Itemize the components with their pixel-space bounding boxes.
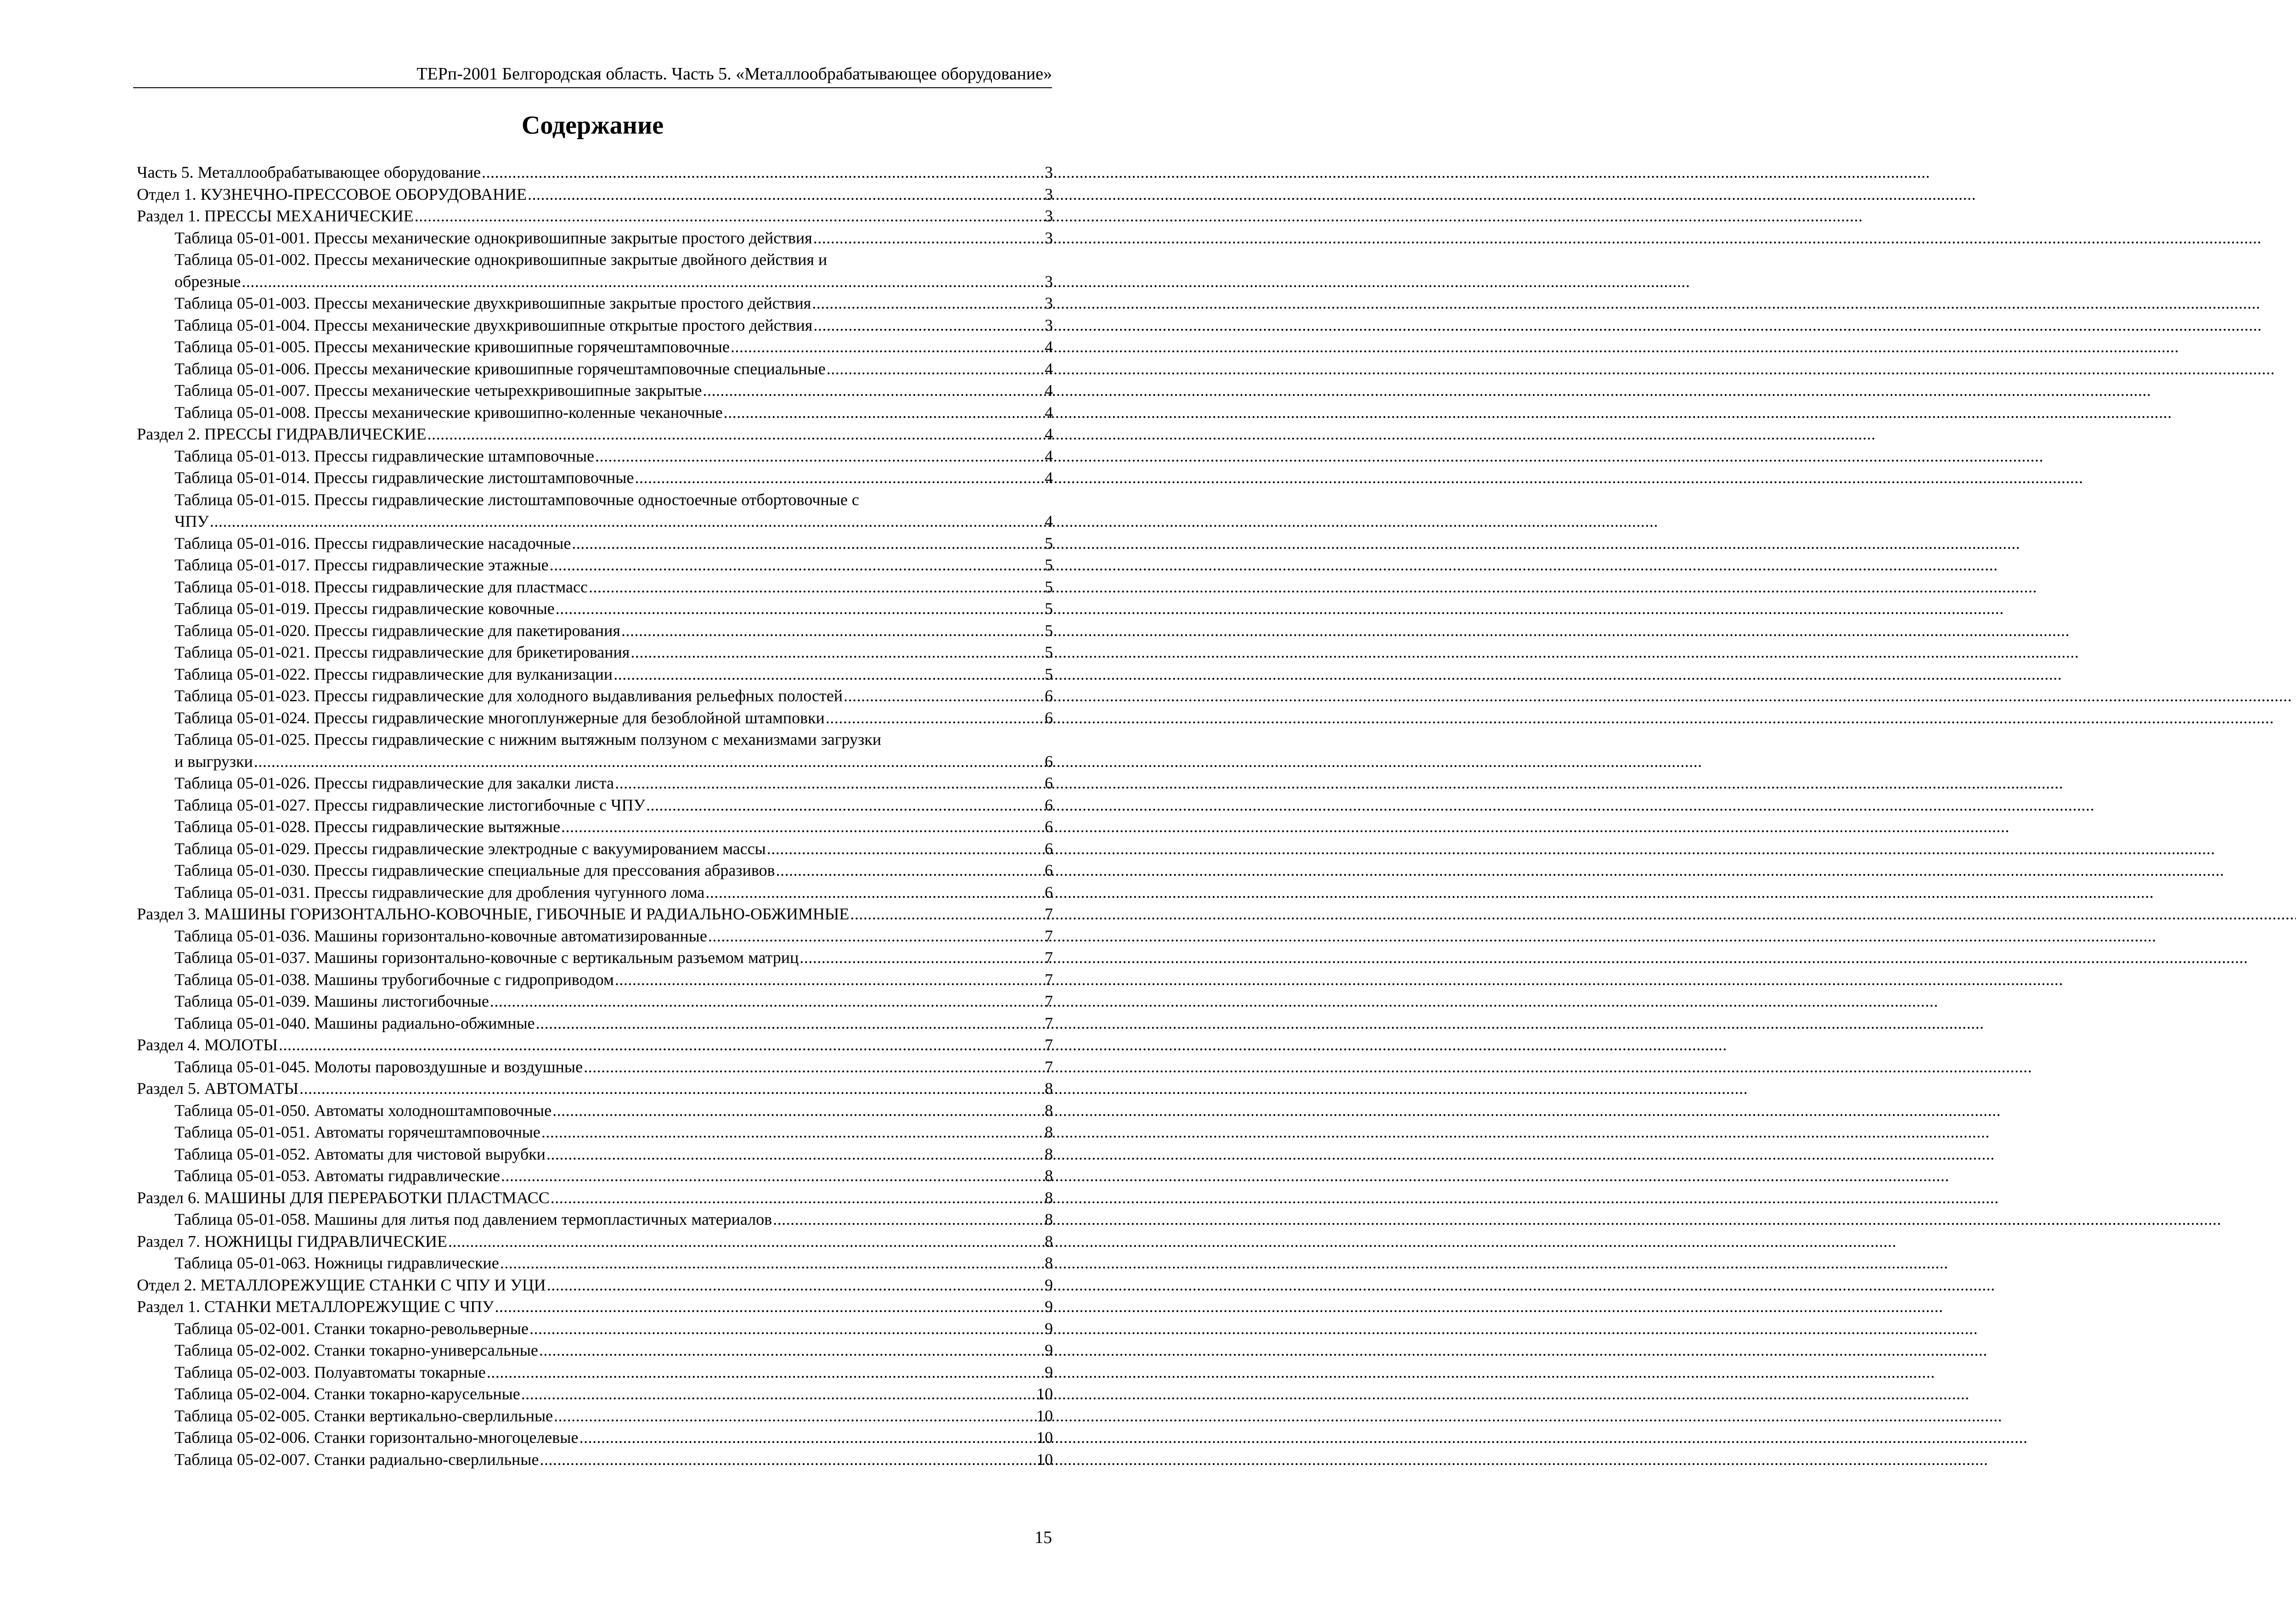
toc-entry-page: 3 (1045, 315, 1053, 334)
toc-entry[interactable] (137, 380, 1053, 402)
toc-entry[interactable] (137, 598, 1053, 620)
toc-entry-page: 4 (1045, 468, 1053, 487)
toc-entry-page: 6 (1045, 839, 1053, 858)
dot-leader (242, 271, 1044, 293)
toc-entry-text: Таблица 05-01-050. Автоматы холодноштамповочные (174, 1101, 552, 1120)
toc-entry[interactable] (137, 1427, 1053, 1449)
toc-entry-text: Таблица 05-01-063. Ножницы гидравлические (174, 1254, 499, 1272)
toc-entry-text: Таблица 05-01-008. Прессы механические кривошипно-коленные чеканочные (174, 403, 723, 422)
toc-entry-page: 10 (1036, 1385, 1053, 1403)
toc-entry-text: Таблица 05-01-020. Прессы гидравлические для пакетирования (174, 621, 620, 640)
toc-entry-text: Таблица 05-01-007. Прессы механические четырехкривошипные закрытые (174, 381, 702, 400)
toc-entry-page: 7 (1045, 948, 1053, 967)
toc-entry-text: Таблица 05-01-016. Прессы гидравлические насадочные (174, 534, 571, 552)
toc-entry-page: 8 (1045, 1188, 1053, 1207)
dot-leader (579, 1427, 1035, 1449)
dot-leader (546, 1143, 1044, 1166)
toc-entry[interactable] (137, 1143, 1053, 1166)
table-of-contents (137, 162, 1053, 1470)
toc-entry-page: 8 (1045, 1210, 1053, 1228)
toc-entry[interactable] (137, 293, 1053, 315)
toc-entry-text: Таблица 05-01-052. Автоматы для чистовой вырубки (174, 1144, 546, 1163)
toc-entry-page: 7 (1045, 905, 1053, 923)
toc-entry-text: Часть 5. Металлообрабатывающее оборудование (137, 163, 481, 181)
toc-entry-text: Раздел 4. МОЛОТЫ (137, 1036, 278, 1054)
toc-entry-text: Раздел 5. АВТОМАТЫ (137, 1079, 299, 1098)
dot-leader (210, 511, 1044, 533)
toc-entry[interactable] (137, 729, 1053, 772)
toc-entry-text: Таблица 05-01-027. Прессы гидравлические листогибочные с ЧПУ (174, 795, 646, 814)
toc-entry[interactable] (137, 642, 1053, 664)
toc-entry-page: 7 (1045, 926, 1053, 945)
toc-entry-page: 3 (1045, 207, 1053, 225)
toc-entry[interactable] (137, 947, 1053, 969)
toc-entry-text: Таблица 05-01-015. Прессы гидравлические листоштамповочные одностоечные отбортовочные с (174, 490, 859, 509)
dot-leader (705, 882, 1044, 904)
toc-entry[interactable] (137, 489, 1053, 533)
dot-leader (646, 794, 1044, 817)
toc-entry[interactable] (137, 794, 1053, 817)
toc-entry[interactable] (137, 969, 1053, 991)
toc-entry-page: 7 (1045, 992, 1053, 1010)
toc-entry-text: Таблица 05-01-018. Прессы гидравлические для пластмасс (174, 577, 588, 596)
dot-leader (501, 1165, 1044, 1187)
dot-leader (813, 315, 1044, 337)
toc-entry-page: 3 (1045, 294, 1053, 312)
toc-entry-text-continued: ЧПУ (174, 512, 209, 530)
toc-entry-text: Таблица 05-01-013. Прессы гидравлические штамповочные (174, 446, 595, 465)
toc-entry[interactable] (137, 1252, 1053, 1274)
toc-entry-page: 8 (1045, 1144, 1053, 1163)
page-header: ТЕРп-2001 Белгородская область. Часть 5. «Металлообрабатывающее оборудование» (133, 63, 1052, 88)
toc-entry[interactable] (137, 925, 1053, 947)
dot-leader (536, 1013, 1044, 1035)
dot-leader (630, 642, 1044, 664)
toc-entry[interactable] (137, 1340, 1053, 1362)
toc-entry-text: Таблица 05-01-026. Прессы гидравлические для закалки листа (174, 774, 614, 792)
dot-leader (589, 576, 1044, 598)
toc-entry[interactable] (137, 1034, 1053, 1056)
toc-entry-page: 6 (1045, 795, 1053, 814)
toc-entry-text: Таблица 05-01-051. Автоматы горячештамповочные (174, 1123, 540, 1141)
dot-leader (541, 1121, 1044, 1143)
dot-leader (826, 707, 1044, 729)
toc-entry[interactable] (137, 1383, 1053, 1405)
toc-entry-text: Раздел 6. МАШИНЫ ДЛЯ ПЕРЕРАБОТКИ ПЛАСТМАСС (137, 1188, 550, 1207)
toc-entry-page: 10 (1036, 1450, 1053, 1469)
dot-leader (776, 860, 1044, 882)
dot-leader (773, 1209, 1044, 1231)
toc-entry-page: 5 (1045, 534, 1053, 552)
toc-entry-page: 4 (1045, 446, 1053, 465)
toc-entry-page: 5 (1045, 599, 1053, 618)
toc-entry-page: 8 (1045, 1101, 1053, 1120)
toc-entry-page: 3 (1045, 272, 1053, 291)
toc-entry-page: 9 (1045, 1319, 1053, 1338)
toc-entry-page: 7 (1045, 1014, 1053, 1032)
dot-leader (539, 1340, 1044, 1362)
dot-leader (550, 554, 1044, 576)
dot-leader (495, 1296, 1044, 1318)
toc-entry-text: Таблица 05-01-045. Молоты паровоздушные и воздушные (174, 1057, 583, 1076)
toc-entry-page: 5 (1045, 643, 1053, 661)
toc-entry-page: 4 (1045, 403, 1053, 422)
page-title: Содержание (521, 111, 664, 140)
dot-leader (844, 685, 1044, 707)
dot-leader (613, 664, 1044, 686)
toc-entry-text: Таблица 05-01-003. Прессы механические двухкривошипные закрытые простого действия (174, 294, 811, 312)
toc-entry-text: Таблица 05-01-038. Машины трубогибочные с гидроприводом (174, 970, 614, 989)
toc-entry-page: 6 (1045, 774, 1053, 792)
dot-leader (556, 598, 1044, 620)
toc-entry-page: 10 (1036, 1406, 1053, 1425)
toc-entry-text: Раздел 3. МАШИНЫ ГОРИЗОНТАЛЬНО-КОВОЧНЫЕ, ГИБОЧНЫЕ И РАДИАЛЬНО-ОБЖИМНЫЕ (137, 905, 850, 923)
toc-entry-text: Таблица 05-01-037. Машины горизонтально-ковочные с вертикальным разъемом матриц (174, 948, 799, 967)
dot-leader (812, 293, 1044, 315)
toc-entry[interactable] (137, 315, 1053, 337)
dot-leader (799, 947, 1044, 969)
toc-entry[interactable] (137, 903, 1053, 925)
toc-entry-page: 5 (1045, 665, 1053, 683)
toc-entry-text: Таблица 05-01-040. Машины радиально-обжимные (174, 1014, 535, 1032)
toc-entry-text: Таблица 05-02-002. Станки токарно-универсальные (174, 1341, 538, 1359)
toc-entry[interactable] (137, 1121, 1053, 1143)
dot-leader (724, 402, 1044, 424)
dot-leader (615, 772, 1044, 794)
dot-leader (428, 423, 1044, 445)
toc-entry-text: Таблица 05-01-029. Прессы гидравлические электродные с вакуумированием массы (174, 839, 766, 858)
toc-entry-page: 4 (1045, 512, 1053, 530)
dot-leader (554, 1405, 1035, 1427)
toc-entry-text: Таблица 05-01-002. Прессы механические однокривошипные закрытые двойного действия и (174, 250, 827, 269)
toc-entry-page: 4 (1045, 338, 1053, 356)
toc-entry[interactable] (137, 533, 1053, 555)
toc-entry[interactable] (137, 205, 1053, 227)
toc-entry[interactable] (137, 1362, 1053, 1384)
toc-entry[interactable] (137, 336, 1053, 358)
toc-entry-text: Таблица 05-01-053. Автоматы гидравлические (174, 1166, 500, 1185)
toc-entry-page: 8 (1045, 1079, 1053, 1098)
toc-entry-page: 8 (1045, 1166, 1053, 1185)
toc-entry-text: Таблица 05-02-007. Станки радиально-сверлильные (174, 1450, 539, 1469)
toc-entry[interactable] (137, 772, 1053, 794)
toc-entry-page: 9 (1045, 1297, 1053, 1316)
dot-leader (615, 969, 1044, 991)
toc-entry[interactable] (137, 1187, 1053, 1209)
toc-entry-page: 7 (1045, 1057, 1053, 1076)
toc-entry-page: 9 (1045, 1341, 1053, 1359)
toc-entry-text: Таблица 05-01-004. Прессы механические двухкривошипные открытые простого действия (174, 315, 813, 334)
toc-entry-page: 6 (1045, 883, 1053, 901)
toc-entry[interactable] (137, 685, 1053, 707)
dot-leader (708, 925, 1044, 947)
dot-leader (731, 336, 1044, 358)
toc-entry[interactable] (137, 1231, 1053, 1253)
toc-entry-page: 6 (1045, 752, 1053, 771)
toc-entry-text: Таблица 05-02-004. Станки токарно-карусельные (174, 1385, 520, 1403)
dot-leader (448, 1231, 1044, 1253)
dot-leader (528, 184, 1044, 206)
toc-entry-page: 7 (1045, 970, 1053, 989)
toc-entry[interactable] (137, 1405, 1053, 1427)
dot-leader (827, 358, 1044, 380)
toc-entry[interactable] (137, 576, 1053, 598)
dot-leader (572, 533, 1044, 555)
toc-entry-text: Таблица 05-01-022. Прессы гидравлические для вулканизации (174, 665, 613, 683)
toc-entry[interactable] (137, 423, 1053, 445)
toc-entry[interactable] (137, 162, 1053, 184)
toc-entry[interactable] (137, 882, 1053, 904)
toc-entry-page: 3 (1045, 185, 1053, 203)
dot-leader (482, 162, 1044, 184)
toc-entry-page: 4 (1045, 381, 1053, 400)
toc-entry-text: Отдел 1. КУЗНЕЧНО-ПРЕССОВОЕ ОБОРУДОВАНИЕ (137, 185, 527, 203)
toc-entry[interactable] (137, 1209, 1053, 1231)
dot-leader (850, 903, 1044, 925)
dot-leader (279, 1034, 1044, 1056)
toc-entry-text: Таблица 05-01-036. Машины горизонтально-ковочные автоматизированные (174, 926, 707, 945)
dot-leader (529, 1318, 1044, 1340)
toc-entry-text: Таблица 05-02-006. Станки горизонтально-многоцелевые (174, 1428, 579, 1447)
dot-leader (551, 1187, 1044, 1209)
dot-leader (299, 1078, 1044, 1100)
toc-entry[interactable] (137, 1078, 1053, 1100)
toc-entry-text: Таблица 05-01-025. Прессы гидравлические с нижним вытяжным ползуном с механизмами загрузки (174, 730, 882, 749)
dot-leader (540, 1449, 1035, 1471)
toc-entry-page: 9 (1045, 1275, 1053, 1294)
toc-entry[interactable] (137, 184, 1053, 206)
dot-leader (552, 1100, 1044, 1122)
toc-entry-text: Раздел 1. СТАНКИ МЕТАЛЛОРЕЖУЩИЕ С ЧПУ (137, 1297, 494, 1316)
page-number: 15 (1035, 1528, 1052, 1547)
dot-leader (595, 445, 1044, 468)
toc-entry[interactable] (137, 1296, 1053, 1318)
toc-entry[interactable] (137, 1318, 1053, 1340)
dot-leader (767, 838, 1044, 860)
toc-entry[interactable] (137, 620, 1053, 642)
toc-entry-page: 4 (1045, 425, 1053, 443)
toc-entry-text: Таблица 05-01-023. Прессы гидравлические для холодного выдавливания рельефных полостей (174, 687, 843, 705)
toc-entry-text: Таблица 05-01-001. Прессы механические однокривошипные закрытые простого действия (174, 228, 812, 247)
toc-entry[interactable] (137, 860, 1053, 882)
toc-entry[interactable] (137, 249, 1053, 293)
dot-leader (547, 1274, 1044, 1296)
toc-entry[interactable] (137, 1449, 1053, 1471)
toc-entry-text: Таблица 05-01-017. Прессы гидравлические этажные (174, 556, 549, 574)
dot-leader (561, 816, 1044, 838)
toc-entry[interactable] (137, 227, 1053, 249)
toc-entry[interactable] (137, 554, 1053, 576)
toc-entry[interactable] (137, 838, 1053, 860)
toc-entry[interactable] (137, 445, 1053, 468)
toc-entry[interactable] (137, 816, 1053, 838)
toc-entry-text: Таблица 05-01-058. Машины для литья под давлением термопластичных материалов (174, 1210, 772, 1228)
toc-entry-text: Таблица 05-01-019. Прессы гидравлические ковочные (174, 599, 555, 618)
toc-entry[interactable] (137, 991, 1053, 1013)
toc-entry-page: 6 (1045, 687, 1053, 705)
toc-entry-text: Таблица 05-01-030. Прессы гидравлические специальные для прессования абразивов (174, 861, 775, 879)
toc-entry-page: 8 (1045, 1232, 1053, 1250)
dot-leader (490, 991, 1044, 1013)
toc-entry-page: 8 (1045, 1123, 1053, 1141)
toc-entry-text: Таблица 05-02-005. Станки вертикально-сверлильные (174, 1406, 553, 1425)
toc-entry-text-continued: обрезные (174, 272, 241, 291)
toc-entry-page: 6 (1045, 861, 1053, 879)
toc-entry[interactable] (137, 1100, 1053, 1122)
toc-entry-text: Таблица 05-02-003. Полуавтоматы токарные (174, 1363, 486, 1381)
dot-leader (500, 1252, 1044, 1274)
toc-entry-page: 7 (1045, 1036, 1053, 1054)
dot-leader (703, 380, 1044, 402)
toc-entry-page: 5 (1045, 621, 1053, 640)
toc-entry[interactable] (137, 707, 1053, 729)
toc-entry-text: Таблица 05-01-005. Прессы механические кривошипные горячештамповочные (174, 338, 730, 356)
dot-leader (487, 1362, 1044, 1384)
toc-entry-page: 10 (1036, 1428, 1053, 1447)
toc-entry[interactable] (137, 402, 1053, 424)
toc-entry-text: Раздел 2. ПРЕССЫ ГИДРАВЛИЧЕСКИЕ (137, 425, 427, 443)
toc-entry[interactable] (137, 358, 1053, 380)
toc-entry-page: 8 (1045, 1254, 1053, 1272)
dot-leader (521, 1383, 1035, 1405)
toc-entry-page: 9 (1045, 1363, 1053, 1381)
dot-leader (584, 1056, 1044, 1078)
toc-entry-text: Раздел 1. ПРЕССЫ МЕХАНИЧЕСКИЕ (137, 207, 414, 225)
dot-leader (813, 227, 1044, 249)
toc-entry-text: Таблица 05-01-031. Прессы гидравлические для дробления чугунного лома (174, 883, 705, 901)
toc-entry[interactable] (137, 1274, 1053, 1296)
toc-entry-text: Таблица 05-01-039. Машины листогибочные (174, 992, 489, 1010)
dot-leader (254, 751, 1044, 773)
dot-leader (621, 620, 1044, 642)
toc-entry-text-continued: и выгрузки (174, 752, 253, 771)
toc-entry[interactable] (137, 1165, 1053, 1187)
toc-entry[interactable] (137, 1056, 1053, 1078)
toc-entry-page: 6 (1045, 817, 1053, 836)
toc-entry-page: 5 (1045, 556, 1053, 574)
toc-entry-page: 4 (1045, 359, 1053, 378)
toc-entry-text: Отдел 2. МЕТАЛЛОРЕЖУЩИЕ СТАНКИ С ЧПУ И УЦИ (137, 1275, 546, 1294)
toc-entry-page: 3 (1045, 163, 1053, 181)
toc-entry[interactable] (137, 467, 1053, 489)
toc-entry-page: 3 (1045, 228, 1053, 247)
toc-entry-text: Таблица 05-01-028. Прессы гидравлические вытяжные (174, 817, 561, 836)
toc-entry-text: Таблица 05-01-021. Прессы гидравлические для брикетирования (174, 643, 630, 661)
dot-leader (415, 205, 1044, 227)
toc-entry-text: Таблица 05-01-006. Прессы механические кривошипные горячештамповочные специальные (174, 359, 826, 378)
toc-entry-text: Таблица 05-01-024. Прессы гидравлические многоплунжерные для безоблойной штамповки (174, 708, 825, 727)
toc-entry[interactable] (137, 1013, 1053, 1035)
toc-entry-text: Таблица 05-01-014. Прессы гидравлические листоштамповочные (174, 468, 634, 487)
toc-entry-text: Раздел 7. НОЖНИЦЫ ГИДРАВЛИЧЕСКИЕ (137, 1232, 447, 1250)
toc-entry[interactable] (137, 664, 1053, 686)
dot-leader (635, 467, 1044, 489)
toc-entry-page: 6 (1045, 708, 1053, 727)
toc-entry-text: Таблица 05-02-001. Станки токарно-револьверные (174, 1319, 529, 1338)
toc-entry-page: 5 (1045, 577, 1053, 596)
